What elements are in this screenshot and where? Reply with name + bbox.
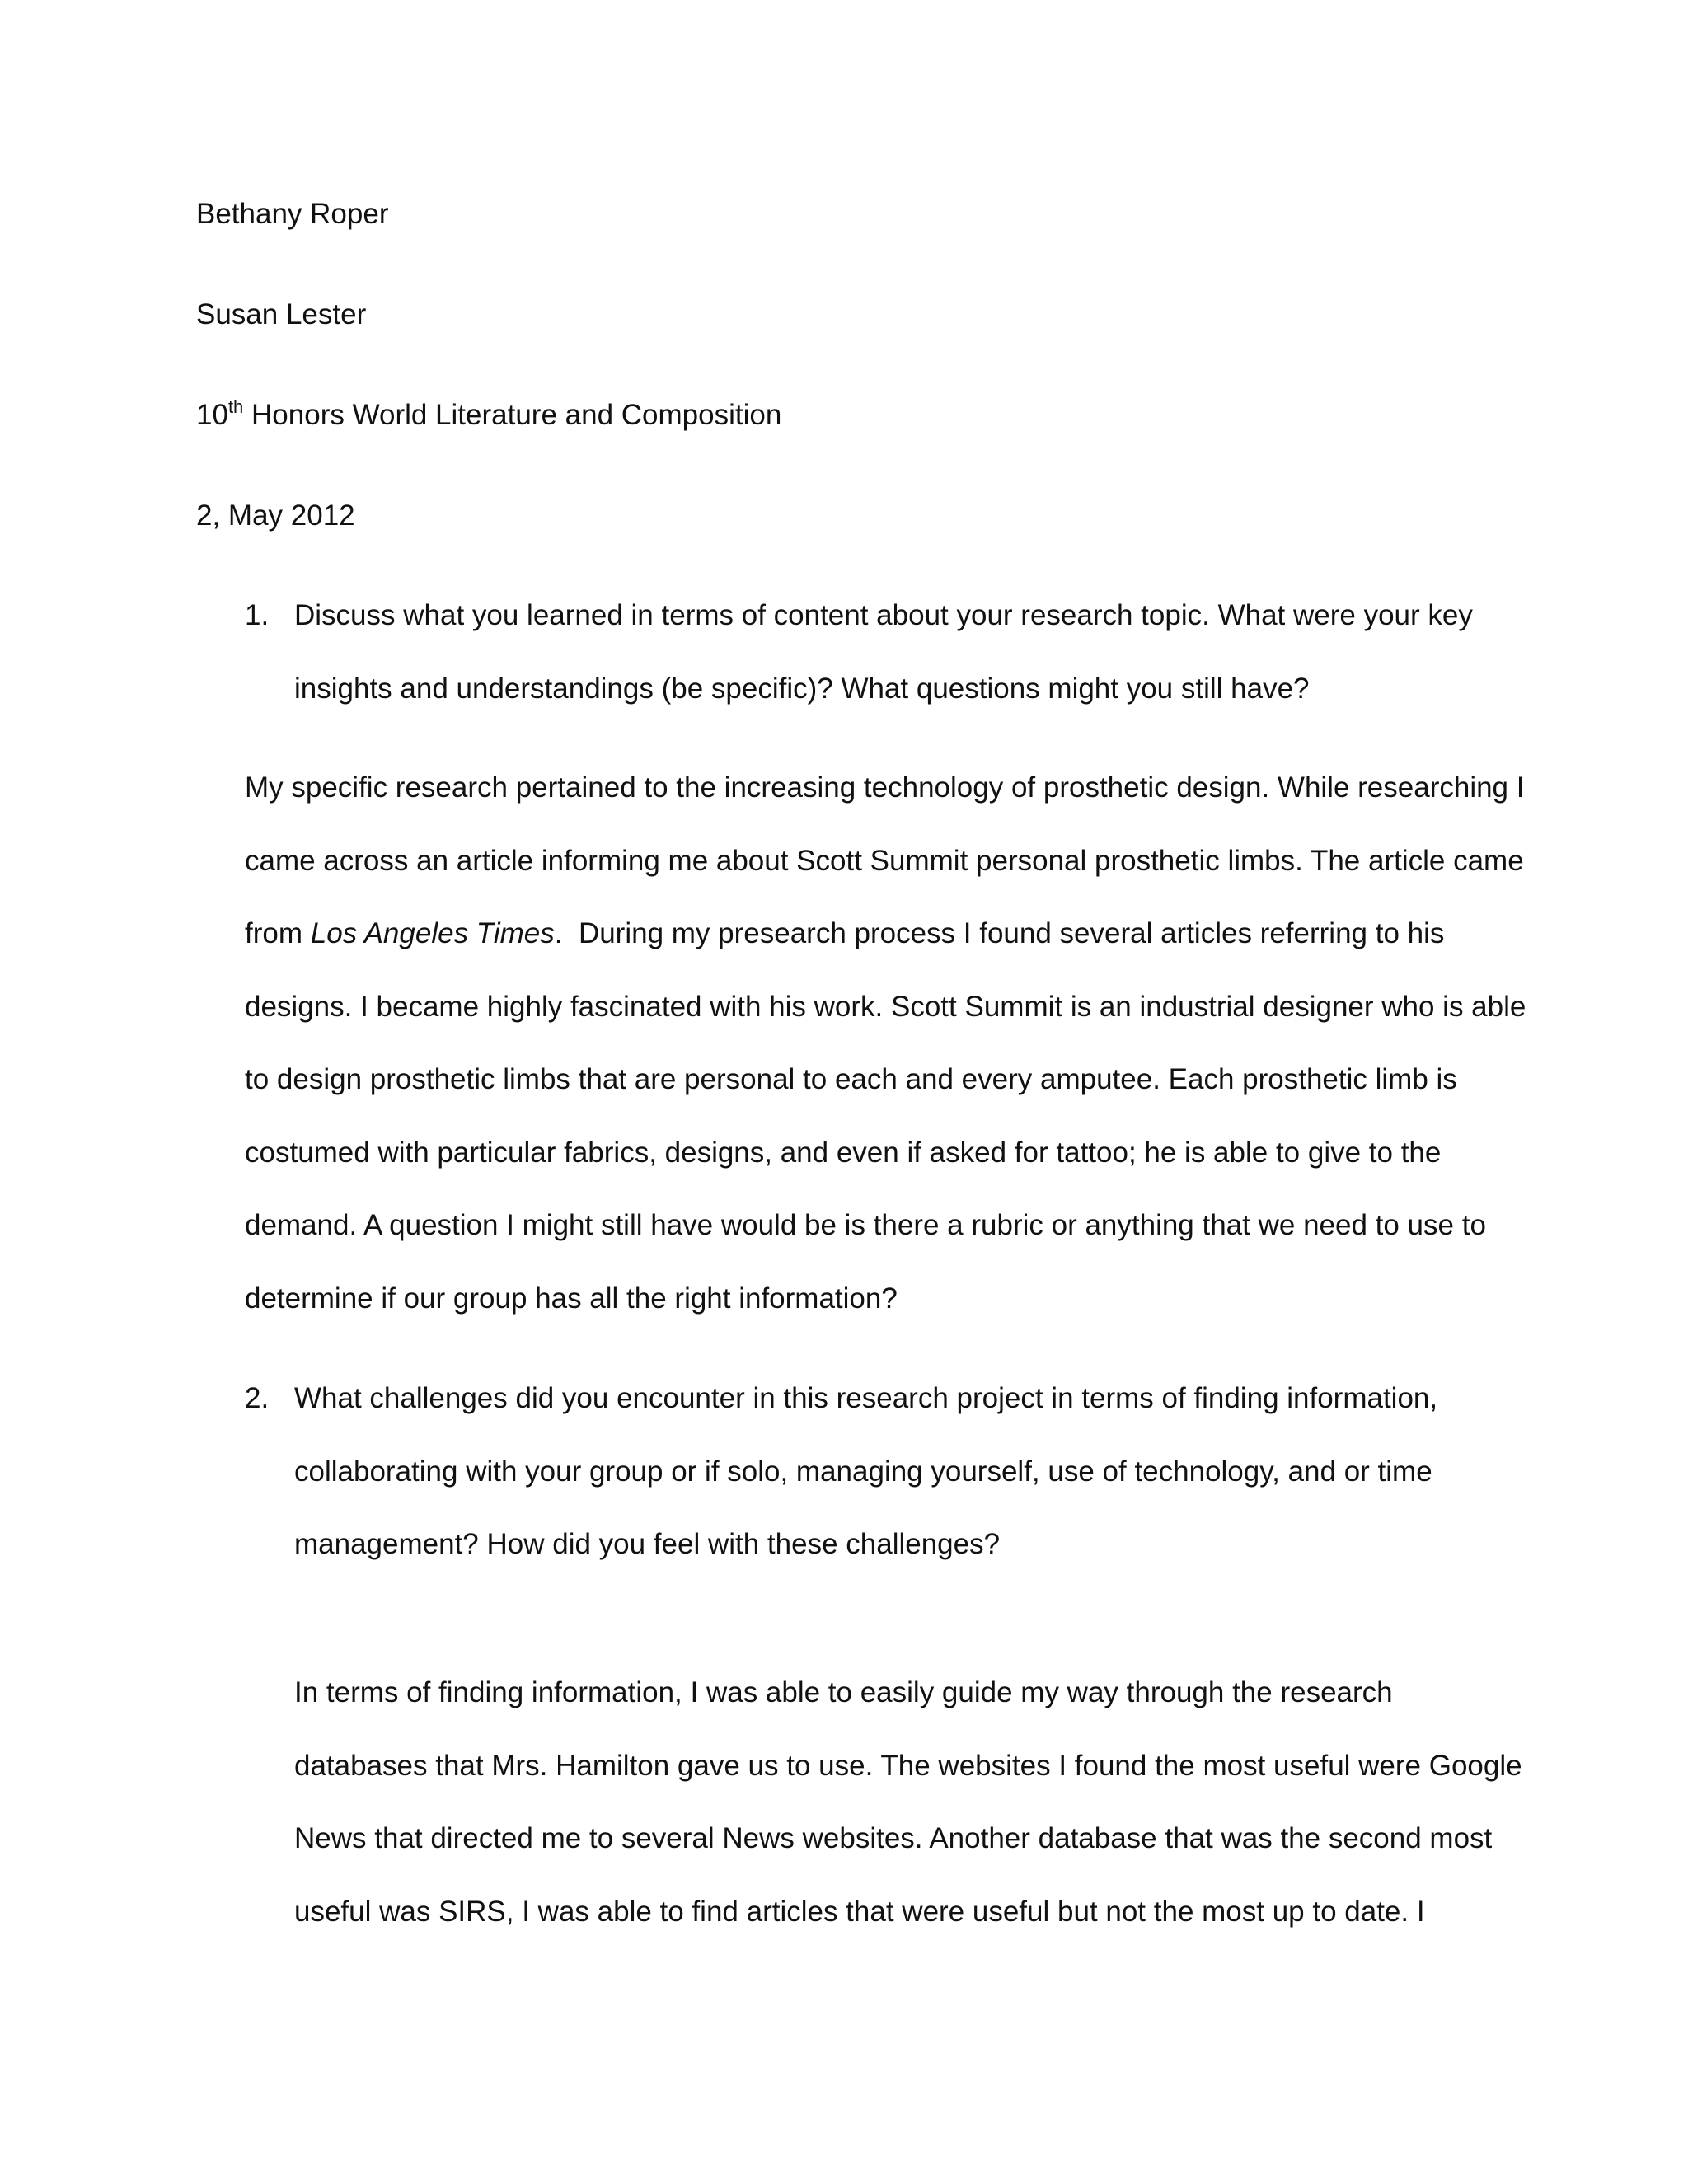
answer-1-line: My specific research pertained to the increasing technology of prosthetic design. While researching I [245, 771, 1525, 804]
question-2-line: collaborating with your group or if solo, managing yourself, use of technology, and or time [294, 1455, 1432, 1488]
course-title [196, 397, 781, 434]
answer-2-line: News that directed me to several News websites. Another database that was the second most [294, 1822, 1493, 1854]
answer-1-paragraph [245, 752, 1526, 1335]
course-name: Honors World Literature and Composition [243, 399, 782, 431]
answer-1-line: came across an article informing me about Scott Summit personal prosthetic limbs. The article came [245, 844, 1524, 877]
question-1-line: Discuss what you learned in terms of content about your research topic. What were your key [294, 599, 1473, 631]
question-2-text [294, 1362, 1481, 1582]
answer-1-line: costumed with particular fabrics, designs, and even if asked for tattoo; he is able to give to the [245, 1136, 1442, 1169]
answer-2-line: useful was SIRS, I was able to find articles that were useful but not the most up to date. I [294, 1895, 1425, 1928]
answer-1-line [245, 898, 1526, 971]
student-name: Bethany Roper [196, 198, 389, 230]
question-1-line: insights and understandings (be specific)? What questions might you still have? [294, 672, 1310, 705]
question-2-line: management? How did you feel with these challenges? [294, 1528, 1001, 1560]
teacher-name: Susan Lester [196, 298, 367, 330]
source-title-italic: Los Angeles Times [310, 917, 555, 949]
document-date: 2, May 2012 [196, 499, 355, 532]
course-number: 10 [196, 399, 228, 431]
answer-2-line: databases that Mrs. Hamilton gave us to use. The websites I found the most useful were Google [294, 1749, 1522, 1782]
course-ordinal-suffix: th [227, 396, 244, 417]
answer-1-line: determine if our group has all the right information? [245, 1282, 898, 1315]
answer-2-line: In terms of finding information, I was able to easily guide my way through the research [294, 1676, 1393, 1708]
answer-1-line: to design prosthetic limbs that are personal to each and every amputee. Each prosthetic limb is [245, 1063, 1457, 1095]
answer-1-text: . During my presearch process I found several articles referring to his [554, 917, 1445, 949]
answer-1-line: designs. I became highly fascinated with his work. Scott Summit is an industrial designer who is able [245, 990, 1526, 1023]
answer-2-paragraph [294, 1657, 1522, 1948]
question-1-text [294, 579, 1481, 725]
answer-1-text: from [245, 917, 311, 949]
question-2-number: 2. [245, 1382, 270, 1414]
question-1-number: 1. [245, 599, 270, 631]
answer-1-line: demand. A question I might still have would be is there a rubric or anything that we need to use to [245, 1209, 1486, 1241]
question-2-line: What challenges did you encounter in this research project in terms of finding information, [294, 1382, 1438, 1414]
